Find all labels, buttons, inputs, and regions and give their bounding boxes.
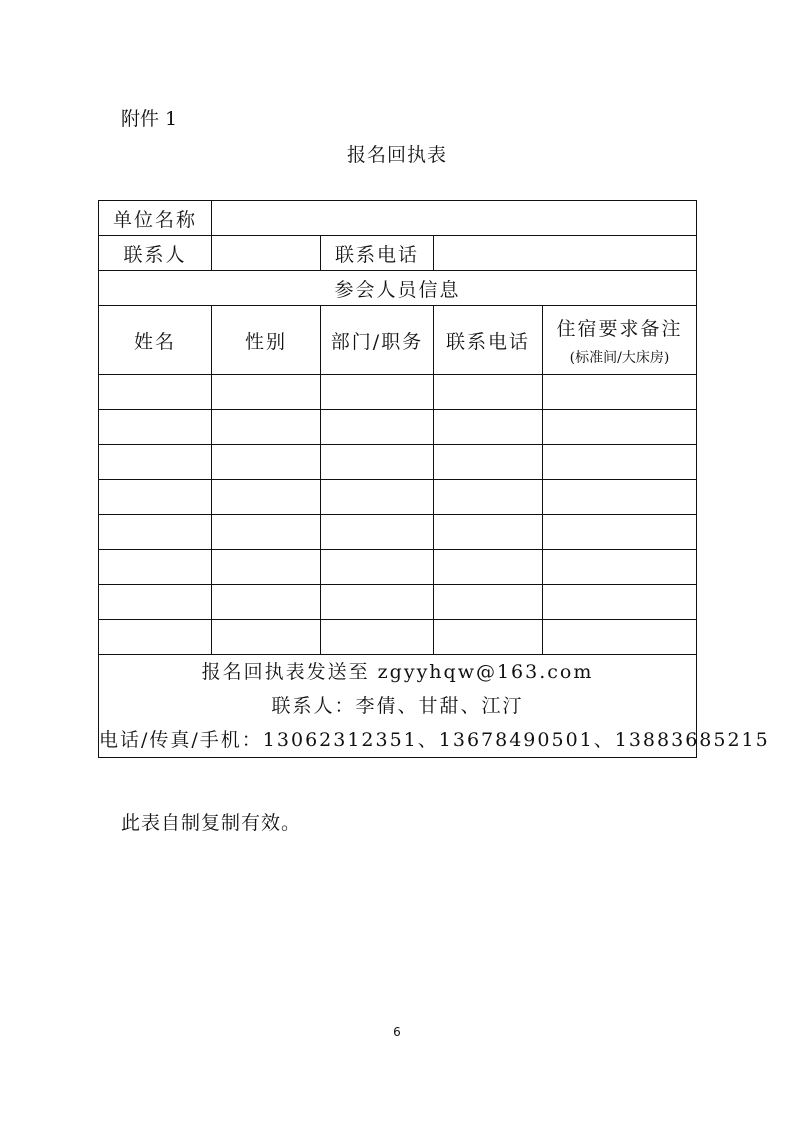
department-cell[interactable] xyxy=(321,550,434,585)
gender-cell[interactable] xyxy=(212,515,321,550)
send-to-text: 报名回执表发送至 zgyyhqw@163.com xyxy=(201,661,594,683)
accommodation-cell[interactable] xyxy=(543,480,697,515)
name-cell[interactable] xyxy=(99,585,212,620)
gender-cell[interactable] xyxy=(212,620,321,655)
contact-row xyxy=(99,236,697,271)
phone-cell[interactable] xyxy=(434,480,543,515)
name-cell[interactable] xyxy=(99,410,212,445)
phones-text: 电话/传真/手机：13062312351、13678490501、13883685215 xyxy=(99,729,770,751)
footer-cell xyxy=(99,655,770,758)
phone-cell[interactable] xyxy=(434,375,543,410)
phone-cell[interactable] xyxy=(434,585,543,620)
phone-cell[interactable] xyxy=(434,445,543,480)
name-cell[interactable] xyxy=(99,515,212,550)
contact-label: 联系人 xyxy=(99,236,212,271)
department-cell[interactable] xyxy=(321,585,434,620)
attendee-rows xyxy=(99,375,697,655)
table-row xyxy=(99,620,697,655)
table-row xyxy=(99,480,697,515)
phone-cell[interactable] xyxy=(434,410,543,445)
column-header-accommodation xyxy=(543,306,697,375)
footer-row xyxy=(99,655,697,758)
accommodation-cell[interactable] xyxy=(543,585,697,620)
page-number: 6 xyxy=(393,1025,401,1039)
department-cell[interactable] xyxy=(321,480,434,515)
accommodation-hint: (标准间/大床房) xyxy=(569,349,670,366)
phone-field[interactable] xyxy=(434,236,697,271)
column-header-row xyxy=(99,306,697,375)
name-cell[interactable] xyxy=(99,375,212,410)
column-header-department: 部门/职务 xyxy=(321,306,434,375)
column-header-name: 姓名 xyxy=(99,306,212,375)
name-cell[interactable] xyxy=(99,480,212,515)
accommodation-cell[interactable] xyxy=(543,550,697,585)
phone-cell[interactable] xyxy=(434,515,543,550)
gender-cell[interactable] xyxy=(212,410,321,445)
department-cell[interactable] xyxy=(321,620,434,655)
registration-table xyxy=(98,200,770,758)
department-cell[interactable] xyxy=(321,515,434,550)
accommodation-cell[interactable] xyxy=(543,445,697,480)
form-title: 报名回执表 xyxy=(346,144,447,166)
column-header-phone: 联系电话 xyxy=(434,306,543,375)
table-row xyxy=(99,515,697,550)
department-cell[interactable] xyxy=(321,445,434,480)
accommodation-cell[interactable] xyxy=(543,620,697,655)
table-row xyxy=(99,445,697,480)
table-row xyxy=(99,410,697,445)
org-name-row xyxy=(99,201,697,236)
name-cell[interactable] xyxy=(99,620,212,655)
org-name-field[interactable] xyxy=(212,201,697,236)
section-title: 参会人员信息 xyxy=(99,271,697,306)
name-cell[interactable] xyxy=(99,445,212,480)
accommodation-cell[interactable] xyxy=(543,375,697,410)
phone-cell[interactable] xyxy=(434,620,543,655)
name-cell[interactable] xyxy=(99,550,212,585)
table-row xyxy=(99,550,697,585)
phone-label: 联系电话 xyxy=(321,236,434,271)
validity-note: 此表自制复制有效。 xyxy=(121,812,302,834)
gender-cell[interactable] xyxy=(212,480,321,515)
table-row xyxy=(99,375,697,410)
table-row xyxy=(99,585,697,620)
phone-cell[interactable] xyxy=(434,550,543,585)
department-cell[interactable] xyxy=(321,410,434,445)
accommodation-cell[interactable] xyxy=(543,410,697,445)
gender-cell[interactable] xyxy=(212,445,321,480)
gender-cell[interactable] xyxy=(212,375,321,410)
gender-cell[interactable] xyxy=(212,585,321,620)
org-name-label: 单位名称 xyxy=(99,201,212,236)
attachment-label: 附件 1 xyxy=(121,108,178,130)
gender-cell[interactable] xyxy=(212,550,321,585)
department-cell[interactable] xyxy=(321,375,434,410)
accommodation-label: 住宿要求备注 xyxy=(556,317,683,340)
contacts-text: 联系人：李倩、甘甜、江汀 xyxy=(271,695,524,717)
contact-field[interactable] xyxy=(212,236,321,271)
accommodation-cell[interactable] xyxy=(543,515,697,550)
section-title-row xyxy=(99,271,697,306)
column-header-gender: 性别 xyxy=(212,306,321,375)
